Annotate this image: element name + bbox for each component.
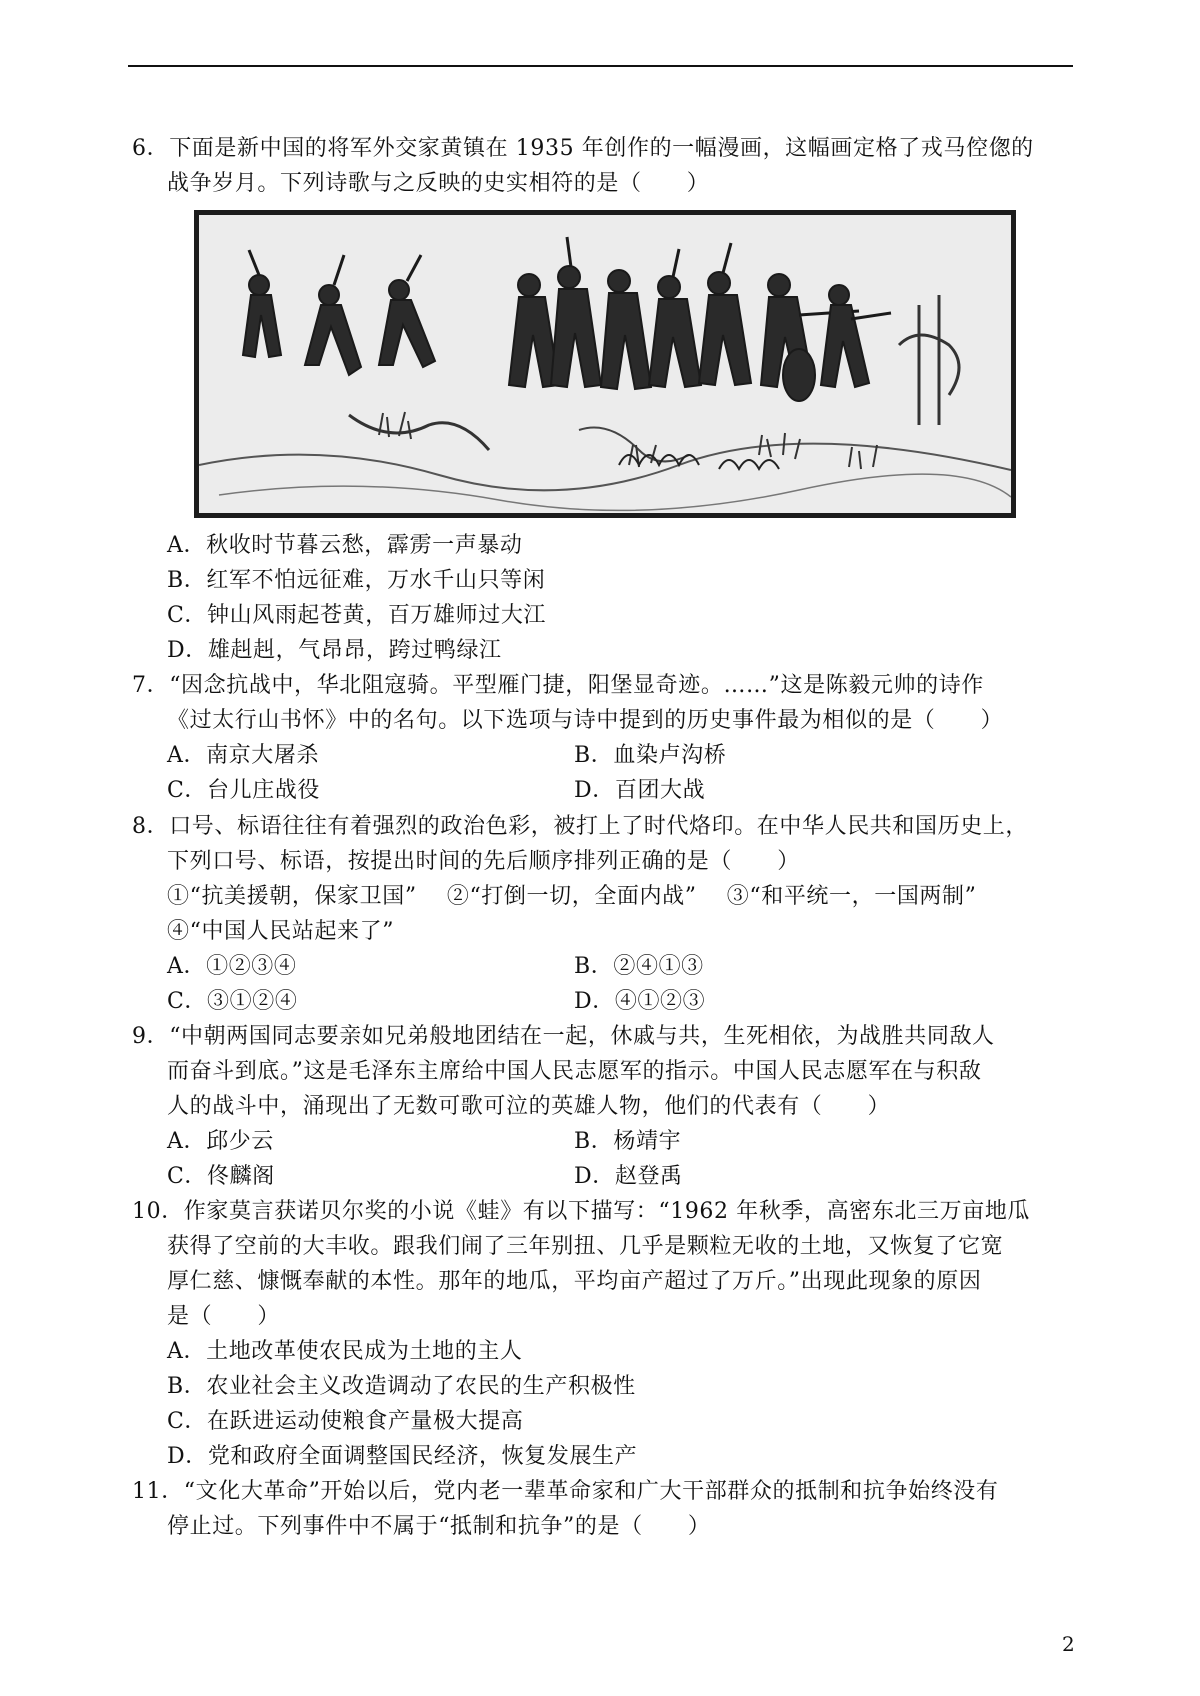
- q8-option-c: C．③①②④: [167, 989, 298, 1014]
- q8-stem-line-1: 8．口号、标语往往有着强烈的政治色彩，被打上了时代烙印。在中华人民共和国历史上，: [132, 814, 1028, 839]
- q10-stem-line-4: 是（ ）: [167, 1304, 281, 1329]
- q11-stem-line-2: 停止过。下列事件中不属于“抵制和抗争”的是（ ）: [167, 1514, 711, 1539]
- q8-items-line-1: ①“抗美援朝，保家卫国” ②“打倒一切，全面内战” ③“和平统一，一国两制”: [167, 884, 977, 909]
- q6-stem-line-2: 战争岁月。下列诗歌与之反映的史实相符的是（ ）: [167, 171, 710, 196]
- war-cartoon-image: [194, 210, 1016, 518]
- q9-option-d: D．赵登禹: [574, 1164, 683, 1189]
- q10-stem-line-1: 10．作家莫言获诺贝尔奖的小说《蛙》有以下描写：“1962 年秋季，高密东北三万亩地瓜: [132, 1199, 1031, 1224]
- q7-stem-line-2: 《过太行山书怀》中的名句。以下选项与诗中提到的历史事件最为相似的是（ ）: [167, 708, 1004, 733]
- q9-stem-line-1: 9．“中朝两国同志要亲如兄弟般地团结在一起，休戚与共，生死相依，为战胜共同敌人: [132, 1024, 995, 1049]
- q7-option-a: A．南京大屠杀: [167, 743, 320, 768]
- header-rule: [128, 65, 1073, 67]
- q10-option-d: D．党和政府全面调整国民经济，恢复发展生产: [167, 1444, 638, 1469]
- q10-option-a: A．土地改革使农民成为土地的主人: [167, 1339, 523, 1364]
- q9-option-b: B．杨靖宇: [574, 1129, 682, 1154]
- q9-stem-line-3: 人的战斗中，涌现出了无数可歌可泣的英雄人物，他们的代表有（ ）: [167, 1094, 891, 1119]
- q8-option-b: B．②④①③: [574, 954, 704, 979]
- q6-option-a: A．秋收时节暮云愁，霹雳一声暴动: [167, 533, 523, 558]
- q9-option-c: C．佟麟阁: [167, 1164, 275, 1189]
- q10-stem-line-2: 获得了空前的大丰收。跟我们闹了三年别扭、几乎是颗粒无收的土地，又恢复了它宽: [167, 1234, 1004, 1259]
- q8-items-line-2: ④“中国人民站起来了”: [167, 919, 395, 944]
- q6-stem-line-1: 6．下面是新中国的将军外交家黄镇在 1935 年创作的一幅漫画，这幅画定格了戎马倥偬的: [132, 136, 1034, 161]
- page-number: 2: [1062, 1632, 1075, 1656]
- q11-stem-line-1: 11．“文化大革命”开始以后，党内老一辈革命家和广大干部群众的抵制和抗争始终没有: [132, 1479, 999, 1504]
- soldiers-sketch: [199, 215, 1011, 513]
- q9-option-a: A．邱少云: [167, 1129, 274, 1154]
- q9-stem-line-2: 而奋斗到底。”这是毛泽东主席给中国人民志愿军的指示。中国人民志愿军在与积敌: [167, 1059, 982, 1084]
- q7-option-b: B．血染卢沟桥: [574, 743, 727, 768]
- q8-option-a: A．①②③④: [167, 954, 297, 979]
- q7-stem-line-1: 7．“因念抗战中，华北阻寇骑。平型雁门捷，阳堡显奇迹。……”这是陈毅元帅的诗作: [132, 673, 984, 698]
- q7-option-d: D．百团大战: [574, 778, 706, 803]
- q7-option-c: C．台儿庄战役: [167, 778, 321, 803]
- q8-stem-line-2: 下列口号、标语，按提出时间的先后顺序排列正确的是（ ）: [167, 849, 800, 874]
- q10-option-c: C．在跃进运动使粮食产量极大提高: [167, 1409, 524, 1434]
- q6-option-b: B．红军不怕远征难，万水千山只等闲: [167, 568, 546, 593]
- q10-stem-line-3: 厚仁慈、慷慨奉献的本性。那年的地瓜，平均亩产超过了万斤。”出现此现象的原因: [167, 1269, 982, 1294]
- q8-option-d: D．④①②③: [574, 989, 706, 1014]
- q6-option-c: C．钟山风雨起苍黄，百万雄师过大江: [167, 603, 547, 628]
- q6-option-d: D．雄赳赳，气昂昂，跨过鸭绿江: [167, 638, 502, 663]
- q10-option-b: B．农业社会主义改造调动了农民的生产积极性: [167, 1374, 636, 1399]
